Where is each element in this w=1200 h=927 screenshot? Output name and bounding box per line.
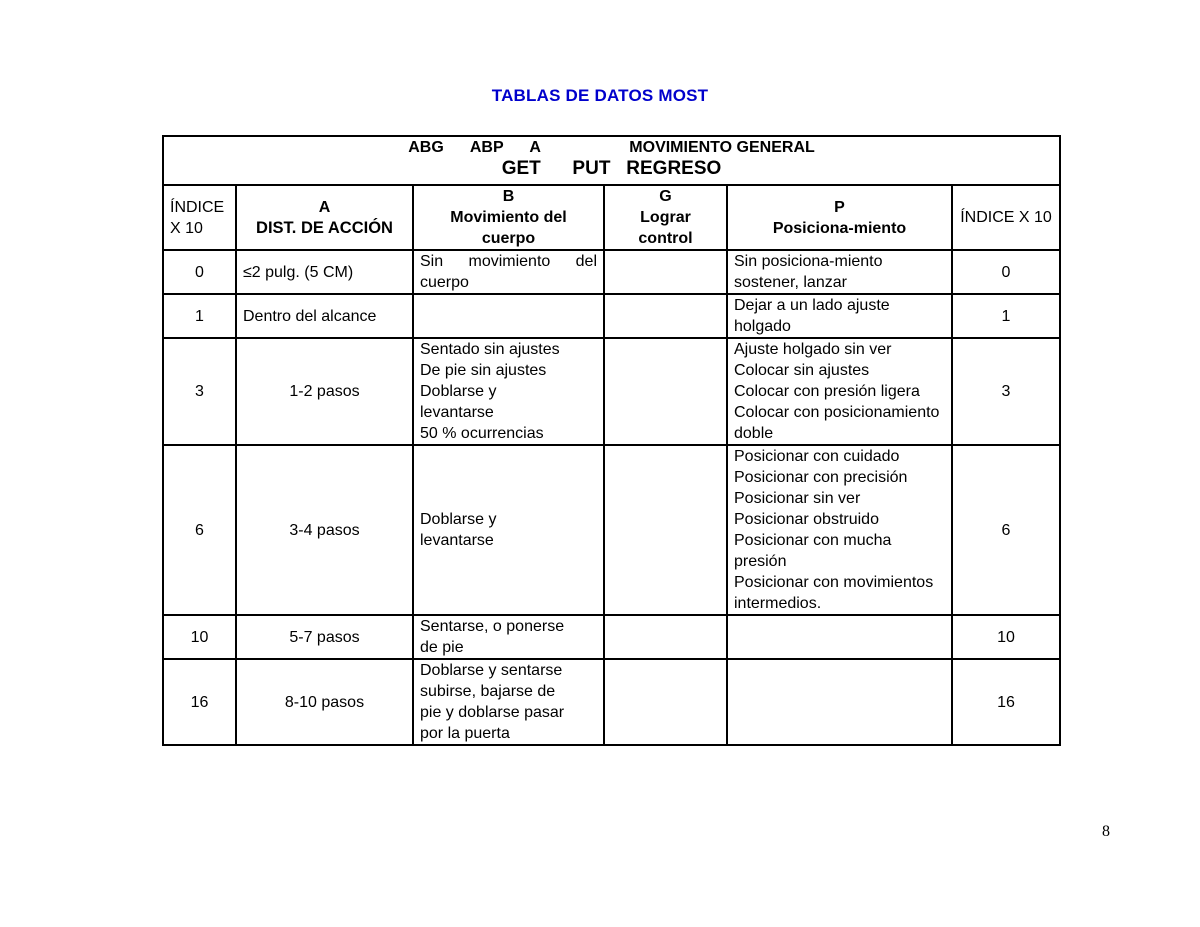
col-g-label-2: control: [638, 230, 693, 247]
col-p-label: Posiciona-miento: [772, 219, 907, 237]
cell-index: 6: [163, 445, 236, 615]
col-header-b: [413, 185, 604, 250]
cell-gain-control: [604, 445, 727, 615]
col-g-code: G: [659, 188, 672, 205]
cell-body-motion-line: pie y doblarse pasar: [420, 704, 565, 721]
table-header-row: [163, 136, 1060, 185]
cell-index: 3: [163, 338, 236, 445]
cell-placement-line: holgado: [734, 318, 791, 335]
cell-body-motion: [413, 445, 604, 615]
cell-index-right: 3: [952, 338, 1060, 445]
table-row: [163, 659, 1060, 745]
cell-placement: [727, 294, 952, 338]
cell-placement-line: Posicionar sin ver: [734, 490, 861, 507]
cell-distance: 8-10 pasos: [236, 659, 413, 745]
cell-body-motion-line: de pie: [420, 639, 464, 656]
cell-distance: 5-7 pasos: [236, 615, 413, 659]
col-header-index-right: ÍNDICE X 10: [952, 185, 1060, 250]
cell-placement-line: Posicionar con movimientos: [734, 574, 934, 591]
cell-gain-control: [604, 294, 727, 338]
cell-placement-line: Colocar con presión ligera: [734, 383, 920, 400]
cell-placement: [727, 445, 952, 615]
cell-index: 16: [163, 659, 236, 745]
page-number: 8: [1102, 823, 1110, 840]
cell-body-motion: [413, 294, 604, 338]
cell-index-right: 6: [952, 445, 1060, 615]
col-header-p: [727, 185, 952, 250]
cell-body-motion-line: levantarse: [420, 404, 494, 421]
cell-index: 1: [163, 294, 236, 338]
col-b-code: B: [502, 188, 515, 205]
cell-distance: 1-2 pasos: [236, 338, 413, 445]
cell-placement: [727, 250, 952, 294]
cell-placement-line: Colocar con posicionamiento: [734, 404, 940, 421]
cell-body-motion-line: Doblarse y: [420, 511, 497, 528]
cell-index-right: 10: [952, 615, 1060, 659]
cell-index-right: 0: [952, 250, 1060, 294]
table-row: [163, 338, 1060, 445]
cell-placement-line: Posicionar con precisión: [734, 469, 908, 486]
document-title: TABLAS DE DATOS MOST: [491, 86, 709, 105]
cell-body-motion-line: subirse, bajarse de: [420, 683, 556, 700]
cell-index-right: 1: [952, 294, 1060, 338]
col-g-label-1: Lograr: [640, 209, 691, 226]
table-row: [163, 294, 1060, 338]
cell-body-motion-line: 50 % ocurrencias: [420, 425, 544, 442]
cell-gain-control: [604, 615, 727, 659]
cell-placement-line: intermedios.: [734, 595, 822, 612]
cell-placement: [727, 338, 952, 445]
cell-placement-line: Posicionar obstruido: [734, 511, 879, 528]
cell-body-motion-line: Sentado sin ajustes: [420, 341, 560, 358]
table-row: [163, 250, 1060, 294]
cell-placement-line: doble: [734, 425, 774, 442]
cell-body-motion-line: Doblarse y: [420, 383, 497, 400]
col-header-index-left: [163, 185, 236, 250]
index-left-line-1: ÍNDICE: [170, 198, 225, 216]
table-body: [163, 250, 1060, 745]
header-codes: ABG ABP A MOVIMIENTO GENERAL: [408, 139, 815, 156]
cell-placement-line: sostener, lanzar: [734, 274, 847, 291]
cell-index: 0: [163, 250, 236, 294]
cell-distance: 3-4 pasos: [236, 445, 413, 615]
cell-gain-control: [604, 250, 727, 294]
cell-body-motion-line: Doblarse y sentarse: [420, 662, 563, 679]
cell-body-motion-line: levantarse: [420, 532, 494, 549]
cell-body-motion-line: Sentarse, o ponerse: [420, 618, 565, 635]
cell-placement-line: Sin posiciona-miento: [734, 253, 883, 270]
cell-placement-line: Ajuste holgado sin ver: [734, 341, 892, 358]
index-left-line-2: X 10: [170, 219, 203, 237]
table-row: [163, 615, 1060, 659]
cell-placement-line: Posicionar con cuidado: [734, 448, 900, 465]
cell-placement-line: Posicionar con mucha presión: [734, 532, 892, 570]
cell-body-motion: [413, 659, 604, 745]
col-b-label-2: cuerpo: [481, 230, 536, 247]
cell-body-motion: Sin movimiento del cuerpo: [413, 250, 604, 294]
cell-index: 10: [163, 615, 236, 659]
cell-distance: Dentro del alcance: [236, 294, 413, 338]
most-data-table: [162, 135, 1061, 746]
table-header-cell: [163, 136, 1060, 185]
header-activities: GET PUT REGRESO: [501, 158, 722, 179]
col-header-a: [236, 185, 413, 250]
col-p-code: P: [834, 198, 845, 216]
cell-placement-line: Colocar sin ajustes: [734, 362, 870, 379]
cell-placement: [727, 615, 952, 659]
cell-body-motion-line: por la puerta: [420, 725, 510, 742]
cell-placement-line: Dejar a un lado ajuste: [734, 297, 890, 314]
cell-index-right: 16: [952, 659, 1060, 745]
col-header-g: [604, 185, 727, 250]
cell-gain-control: [604, 659, 727, 745]
table-row: [163, 445, 1060, 615]
col-b-label-1: Movimiento del: [450, 209, 567, 226]
col-a-label: DIST. DE ACCIÓN: [256, 218, 393, 237]
column-header-row: [163, 185, 1060, 250]
cell-body-motion: [413, 338, 604, 445]
cell-distance: ≤2 pulg. (5 CM): [236, 250, 413, 294]
cell-body-motion-line: De pie sin ajustes: [420, 362, 547, 379]
col-a-code: A: [318, 198, 331, 216]
cell-placement: [727, 659, 952, 745]
cell-body-motion: [413, 615, 604, 659]
cell-gain-control: [604, 338, 727, 445]
